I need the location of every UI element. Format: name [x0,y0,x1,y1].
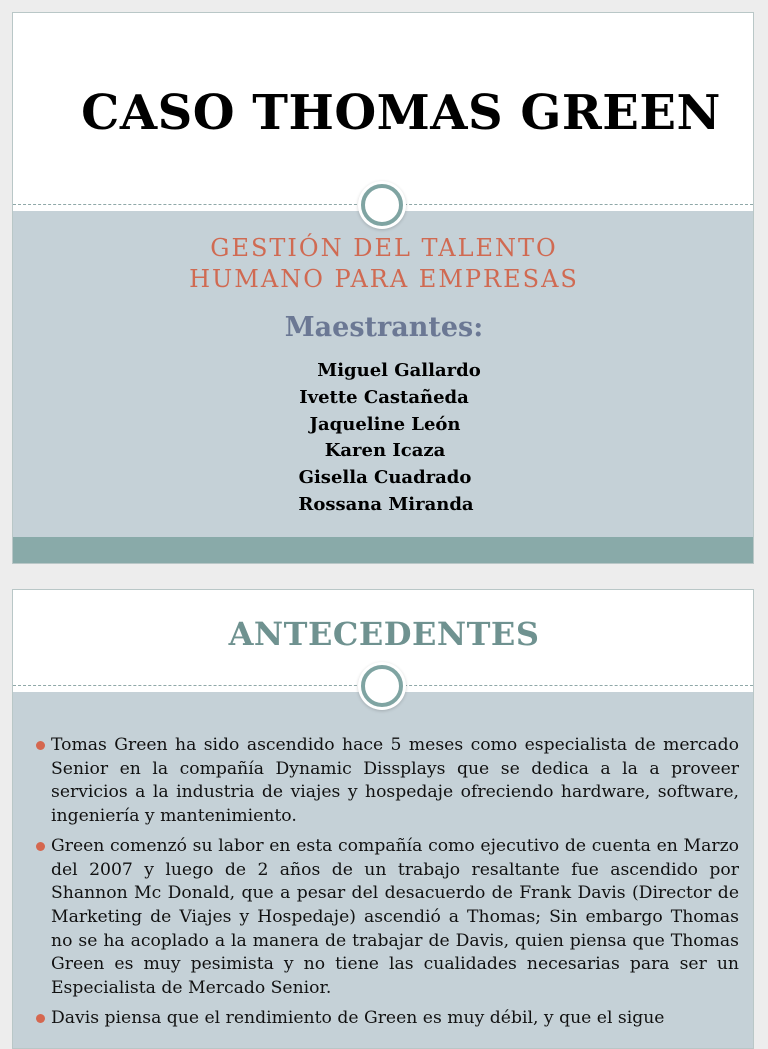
list-item: Miguel Gallardo [317,360,481,381]
circle-ornament-icon [361,184,403,226]
bullet-icon [36,1014,45,1023]
subtitle-line-2: HUMANO PARA EMPRESAS [189,265,579,293]
subtitle-line-1: GESTIÓN DEL TALENTO [210,234,558,262]
maestrantes-heading: Maestrantes: [284,312,484,343]
bullet-icon [36,741,45,750]
list-item [35,835,739,1001]
title-slide [12,12,754,564]
circle-ornament-icon [361,665,403,707]
bullet-text: Green comenzó su labor en esta compañía como ejecutivo de cuenta en Marzo del 2007 y luego de 2 años de un trabajo resaltante fue ascendido por Shannon Mc Donald, que a pesar del desacuerdo de Frank Davis (Director de Marketing de Viajes y Hospedaje) ascendió a Thomas; Sin embargo Thomas no se ha acoplado a la manera de trabajar de Davis, quien piensa que Thomas Green es muy pesimista y no tiene las cualidades necesarias para ser un Especialista de Mercado Senior. [51,835,739,999]
list-item: Jaqueline León [309,413,461,435]
list-item: Gisella Cuadrado [298,467,472,489]
list-item [35,734,739,829]
names-list [13,358,754,519]
list-item: Rossana Miranda [298,493,474,515]
slide-title: ANTECEDENTES [228,615,540,653]
bullet-text: Tomas Green ha sido ascendido hace 5 meses como especialista de mercado Senior en la compañía Dynamic Dissplays que se dedica a la a proveer servicios a la industria de viajes y hospedaje ofreciendo hardware, software, ingeniería y mantenimiento. [51,735,739,827]
antecedentes-slide [12,589,754,1049]
list-item: Karen Icaza [324,440,446,462]
slide-title: CASO THOMAS GREEN [81,85,721,141]
bullet-icon [36,842,45,851]
bullet-text: Davis piensa que el rendimiento de Green es muy débil, y que el sigue [51,1007,665,1028]
bullet-list [35,734,739,1036]
list-item: Ivette Castañeda [299,386,469,408]
footer-bar [13,537,753,563]
list-item [35,1007,739,1031]
